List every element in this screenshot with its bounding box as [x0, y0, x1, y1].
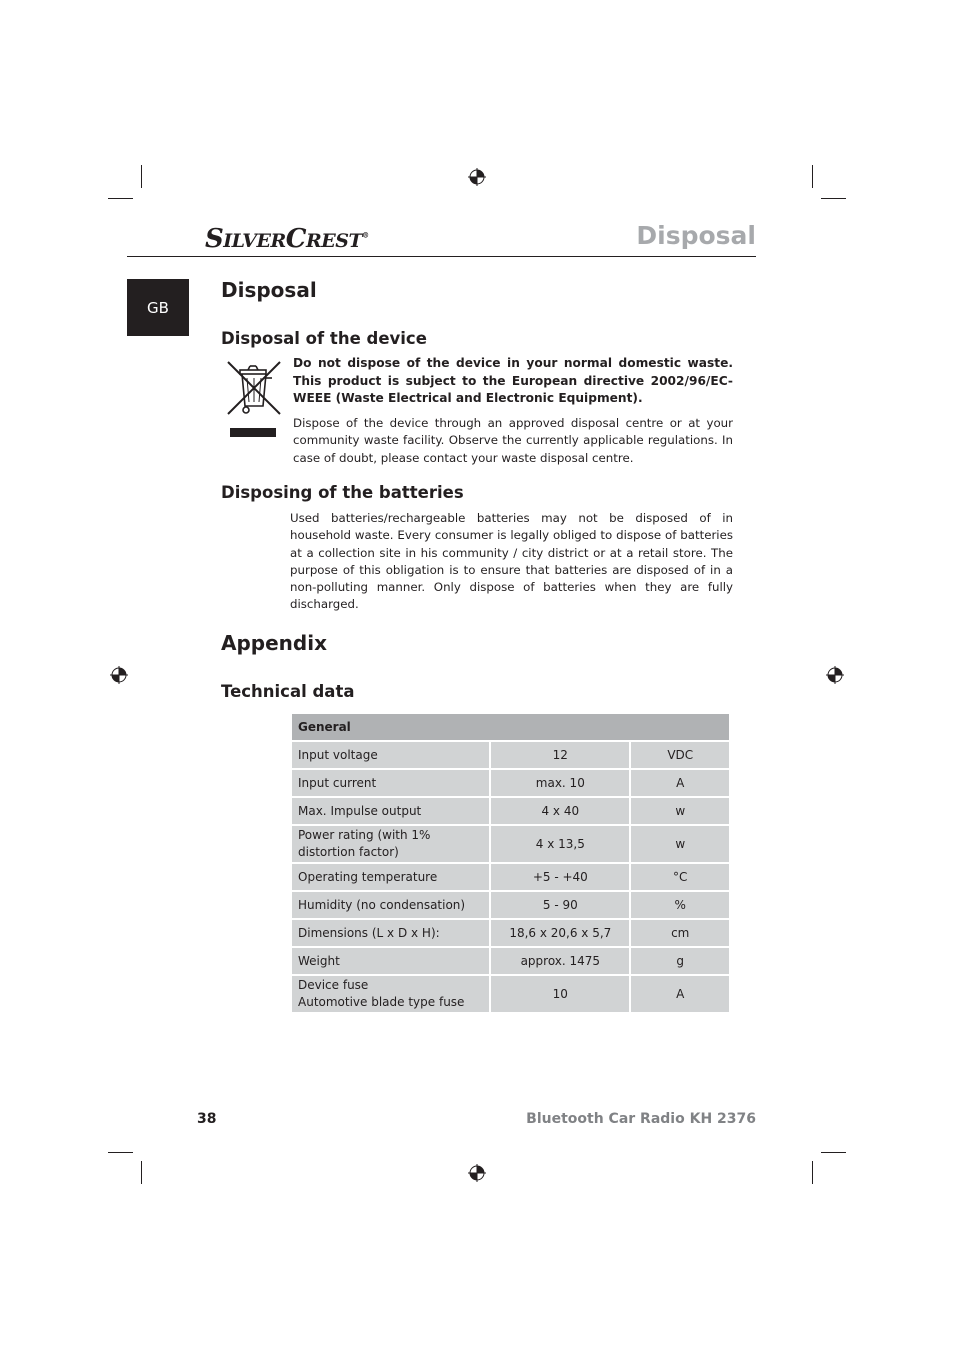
subheading-technical-data: Technical data — [221, 682, 355, 701]
page-number: 38 — [197, 1111, 217, 1127]
table-row — [291, 769, 730, 797]
registration-mark-icon — [826, 666, 844, 684]
subheading-disposal-device: Disposal of the device — [221, 329, 427, 348]
section-heading-appendix: Appendix — [221, 631, 327, 655]
spec-label: Input current — [291, 769, 490, 797]
spec-label: Max. Impulse output — [291, 797, 490, 825]
spec-unit: VDC — [630, 741, 730, 769]
spec-value: approx. 1475 — [490, 947, 630, 975]
table-group-header: General — [291, 713, 730, 741]
crop-mark — [108, 198, 133, 199]
registration-mark-icon — [110, 666, 128, 684]
spec-label: Operating temperature — [291, 863, 490, 891]
table-row — [291, 975, 730, 1013]
spec-value: +5 - +40 — [490, 863, 630, 891]
table-row — [291, 863, 730, 891]
spec-label-secondary: Automotive blade type fuse — [298, 995, 465, 1009]
table-row — [291, 919, 730, 947]
spec-unit: A — [630, 975, 730, 1013]
spec-value: 12 — [490, 741, 630, 769]
crop-mark — [812, 1161, 813, 1184]
registration-mark-icon — [468, 1164, 486, 1182]
spec-label: Power rating (with 1% distortion factor) — [291, 825, 490, 863]
table-row — [291, 891, 730, 919]
crop-mark — [821, 198, 846, 199]
technical-data-table — [290, 712, 731, 1014]
spec-value: 4 x 40 — [490, 797, 630, 825]
spec-value: 4 x 13,5 — [490, 825, 630, 863]
spec-unit: °C — [630, 863, 730, 891]
spec-label: Humidity (no condensation) — [291, 891, 490, 919]
spec-label-multiline — [291, 975, 490, 1013]
spec-label: Device fuse — [298, 978, 369, 992]
spec-value: 18,6 x 20,6 x 5,7 — [490, 919, 630, 947]
spec-label: Weight — [291, 947, 490, 975]
table-header-row — [291, 713, 730, 741]
spec-value: max. 10 — [490, 769, 630, 797]
running-header-title: Disposal — [636, 221, 756, 250]
table-row — [291, 947, 730, 975]
spec-unit: w — [630, 825, 730, 863]
crop-mark — [812, 165, 813, 188]
crossed-out-wheelie-bin-icon — [222, 356, 288, 444]
spec-unit: cm — [630, 919, 730, 947]
spec-label: Dimensions (L x D x H): — [291, 919, 490, 947]
spec-unit: % — [630, 891, 730, 919]
spec-unit: A — [630, 769, 730, 797]
spec-unit: g — [630, 947, 730, 975]
crop-mark — [141, 1161, 142, 1184]
subheading-disposing-batteries: Disposing of the batteries — [221, 483, 464, 502]
header-rule — [127, 256, 756, 257]
spec-value: 5 - 90 — [490, 891, 630, 919]
table-row — [291, 825, 730, 863]
footer-product-name: Bluetooth Car Radio KH 2376 — [526, 1111, 756, 1127]
spec-unit: w — [630, 797, 730, 825]
registration-mark-icon — [468, 168, 486, 186]
crop-mark — [821, 1152, 846, 1153]
section-heading-disposal: Disposal — [221, 278, 317, 302]
brand-logo: SILVERCREST® — [205, 224, 369, 254]
crop-mark — [108, 1152, 133, 1153]
spec-value: 10 — [490, 975, 630, 1013]
disposal-device-body: Dispose of the device through an approved disposal centre or at your community waste facility. Observe the currently applicable regulations. In case of doubt, please contact your waste disposal centre. — [293, 416, 733, 465]
spec-label: Input voltage — [291, 741, 490, 769]
weee-warning: Do not dispose of the device in your normal domestic waste. This product is subject to the European directive 2002/96/EC-WEEE (Waste Electrical and Electronic Equipment). — [293, 356, 733, 405]
crop-mark — [141, 165, 142, 188]
table-row — [291, 741, 730, 769]
language-tab: GB — [127, 279, 189, 336]
batteries-body: Used batteries/rechargeable batteries may not be disposed of in household waste. Every consumer is legally obliged to dispose of batteries at a collection site in his community / city district or at a retail store. The purpose of this obligation is to ensure that batteries are disposed of in a non-polluting manner. Only dispose of batteries when they are fully discharged. — [290, 511, 733, 612]
table-row — [291, 797, 730, 825]
